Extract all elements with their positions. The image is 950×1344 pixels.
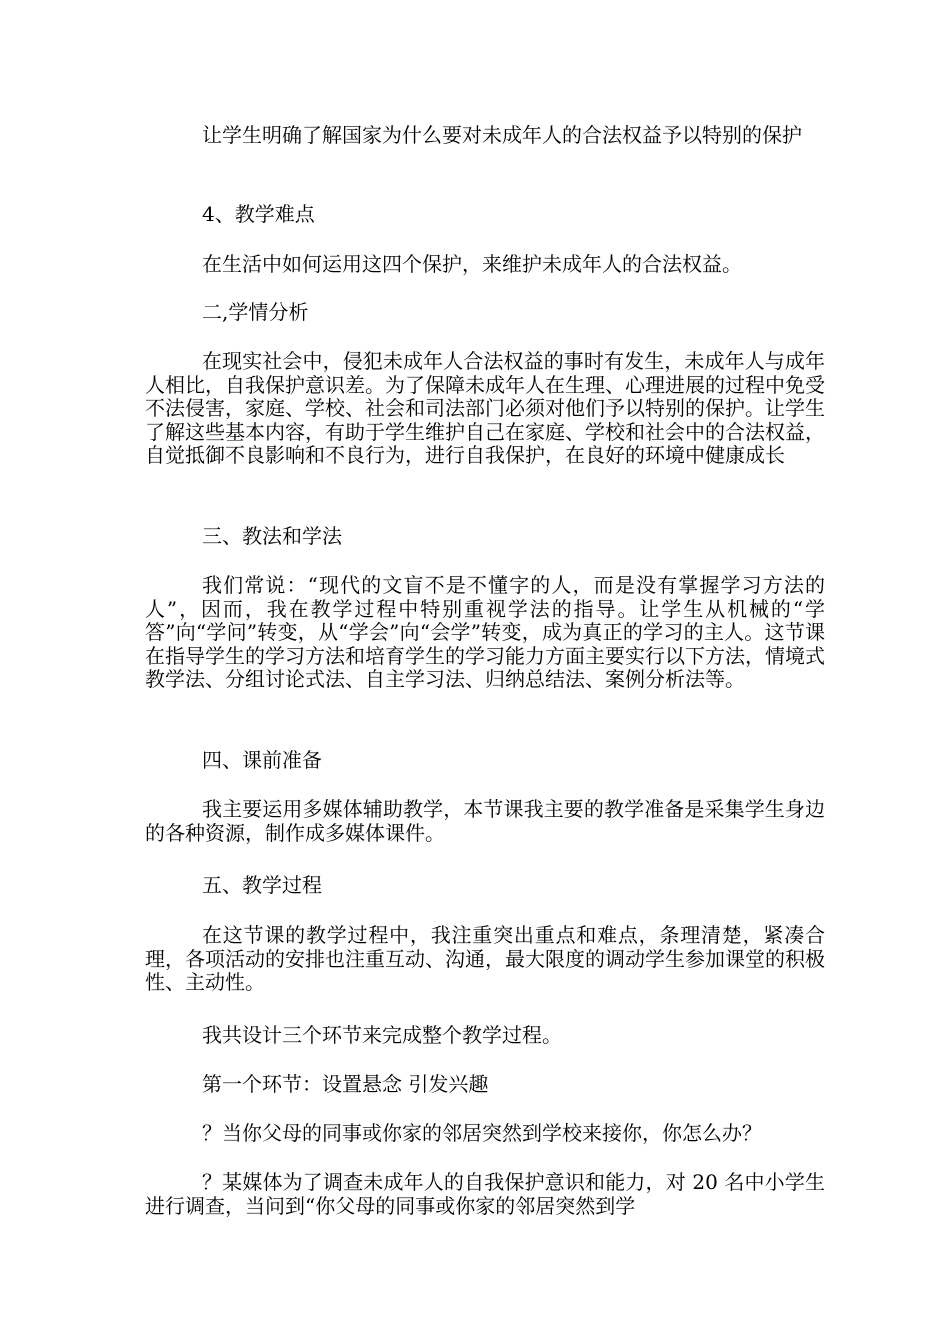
paragraph-student-analysis: 在现实社会中，侵犯未成年人合法权益的事时有发生，未成年人与成年人相比，自我保护意识差。为了保障未成年人在生理、心理进展的过程中免受不法侵害，家庭、学校、社会和司法部门必须对他们予以特别的保护。让学生了解这些基本内容，有助于学生维护自己在家庭、学校和社会中的合法权益，自觉抵御不良影响和不良行为，进行自我保护，在良好的环境中健康成长 bbox=[145, 349, 825, 467]
paragraph-methods: 我们常说：“现代的文盲不是不懂字的人，而是没有掌握学习方法的人”，因而，我在教学过程中特别重视学法的指导。让学生从机械的“学答”向“学问”转变，从“学会”向“会学”转变，成为真正的学习的主人。这节课在指导学生的学习方法和培育学生的学习能力方面主要实行以下方法，情境式教学法、分组讨论式法、自主学习法、归纳总结法、案例分析法等。 bbox=[145, 573, 825, 691]
paragraph-preparation: 我主要运用多媒体辅助教学，本节课我主要的教学准备是采集学生身边的各种资源，制作成多媒体课件。 bbox=[145, 797, 825, 845]
paragraph-three-steps: 我共设计三个环节来完成整个教学过程。 bbox=[202, 1023, 562, 1047]
question-two: ？某媒体为了调查未成年人的自我保护意识和能力，对 20 名中小学生进行调查，当问到“你父母的同事或你家的邻居突然到学 bbox=[145, 1170, 825, 1218]
heading-methods: 三、教法和学法 bbox=[202, 524, 342, 548]
question-one: ？当你父母的同事或你家的邻居突然到学校来接你，你怎么办？ bbox=[202, 1121, 762, 1145]
paragraph-teaching-process: 在这节课的教学过程中，我注重突出重点和难点，条理清楚，紧凑合理，各项活动的安排也注重互动、沟通，最大限度的调动学生参加课堂的积极性、主动性。 bbox=[145, 923, 825, 994]
paragraph-protection-goal: 让学生明确了解国家为什么要对未成年人的合法权益予以特别的保护 bbox=[202, 123, 802, 147]
heading-step-one: 第一个环节：设置悬念 引发兴趣 bbox=[202, 1072, 489, 1096]
paragraph-difficulty: 在生活中如何运用这四个保护，来维护未成年人的合法权益。 bbox=[202, 252, 742, 276]
heading-preparation: 四、课前准备 bbox=[202, 748, 322, 772]
heading-teaching-difficulty: 4、教学难点 bbox=[202, 202, 315, 226]
heading-student-analysis: 二,学情分析 bbox=[202, 300, 309, 324]
heading-teaching-process: 五、教学过程 bbox=[202, 873, 322, 897]
